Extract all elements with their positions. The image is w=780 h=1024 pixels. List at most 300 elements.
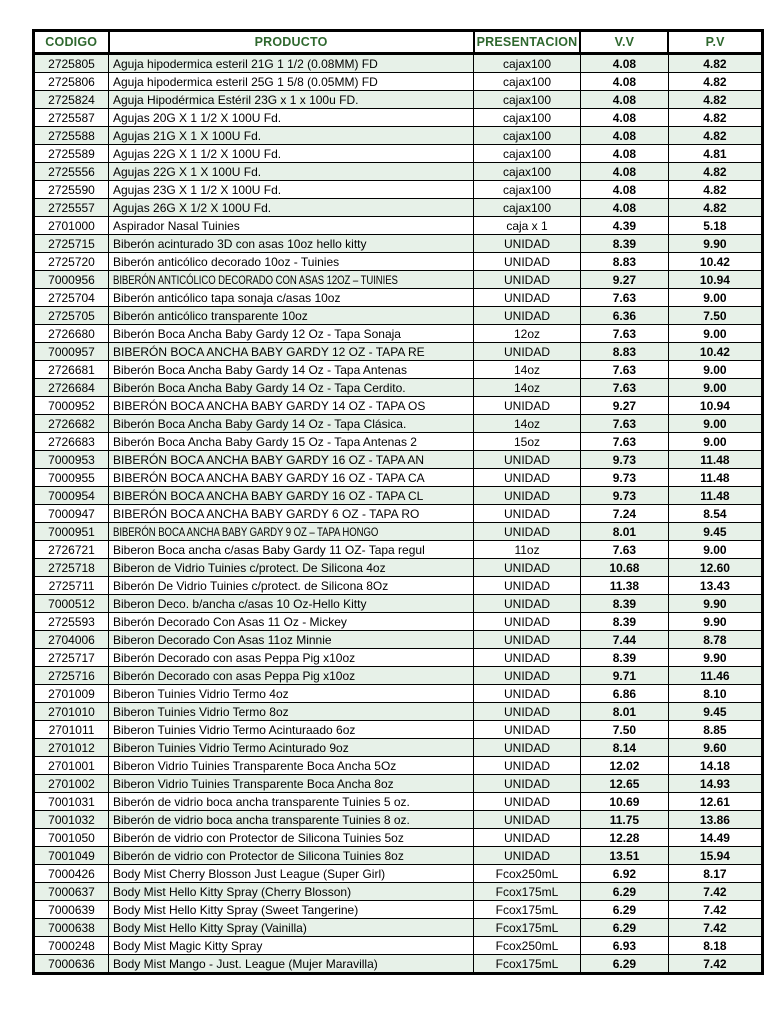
product-name: Biberón anticólico tapa sonaja c/asas 10oz (113, 290, 341, 305)
presentacion-cell: 14oz (474, 361, 581, 379)
presentacion-cell: UNIDAD (474, 469, 581, 487)
codigo-cell: 2726680 (34, 325, 109, 343)
product-name: Biberon Tuinies Vidrio Termo Acinturado 9oz (113, 740, 349, 755)
vv-cell: 6.92 (580, 865, 668, 883)
producto-cell (109, 415, 474, 433)
product-name: BIBERÓN BOCA ANCHA BABY GARDY 12 OZ - TAPA RE (113, 344, 425, 359)
pv-cell: 14.18 (668, 757, 762, 775)
vv-cell: 6.36 (580, 307, 668, 325)
producto-cell (109, 54, 474, 73)
codigo-cell: 2725716 (34, 667, 109, 685)
table-row (34, 829, 763, 847)
producto-cell (109, 811, 474, 829)
codigo-cell: 7000426 (34, 865, 109, 883)
presentacion-cell: UNIDAD (474, 271, 581, 289)
product-name: BIBERÓN BOCA ANCHA BABY GARDY 9 OZ – TAPA HONGO (113, 524, 379, 539)
pv-cell: 9.00 (668, 379, 762, 397)
presentacion-cell: 11oz (474, 541, 581, 559)
pv-cell: 9.90 (668, 613, 762, 631)
product-name: Biberón Decorado con asas Peppa Pig x10oz (113, 668, 356, 683)
presentacion-cell: UNIDAD (474, 811, 581, 829)
product-name: BIBERÓN BOCA ANCHA BABY GARDY 16 OZ - TAPA CA (113, 470, 425, 485)
vv-cell: 7.50 (580, 721, 668, 739)
presentacion-cell: UNIDAD (474, 523, 581, 541)
vv-cell: 8.83 (580, 253, 668, 271)
product-name: Biberon Tuinies Vidrio Termo 8oz (113, 704, 289, 719)
table-row (34, 739, 763, 757)
codigo-cell: 2726681 (34, 361, 109, 379)
codigo-cell: 7000952 (34, 397, 109, 415)
codigo-cell: 2701001 (34, 757, 109, 775)
product-name: Body Mist Mango - Just. League (Mujer Maravilla) (113, 956, 378, 971)
product-name: Aguja hipodermica esteril 21G 1 1/2 (0.08MM) FD (113, 56, 378, 71)
presentacion-cell: UNIDAD (474, 451, 581, 469)
vv-cell: 6.29 (580, 901, 668, 919)
codigo-cell: 7000639 (34, 901, 109, 919)
vv-cell: 8.39 (580, 649, 668, 667)
table-row (34, 343, 763, 361)
pv-cell: 10.94 (668, 397, 762, 415)
product-name: Agujas 22G X 1 X 100U Fd. (113, 164, 262, 179)
producto-cell (109, 631, 474, 649)
product-name: BIBERÓN BOCA ANCHA BABY GARDY 14 OZ - TAPA OS (113, 398, 426, 413)
table-row (34, 199, 763, 217)
producto-cell (109, 937, 474, 955)
pv-cell: 8.17 (668, 865, 762, 883)
producto-cell (109, 955, 474, 974)
codigo-cell: 2725718 (34, 559, 109, 577)
presentacion-cell: UNIDAD (474, 631, 581, 649)
pv-cell: 9.45 (668, 703, 762, 721)
pv-cell: 9.90 (668, 595, 762, 613)
vv-cell: 4.39 (580, 217, 668, 235)
pv-cell: 4.82 (668, 109, 762, 127)
table-row (34, 667, 763, 685)
product-name: Agujas 26G X 1/2 X 100U Fd. (113, 200, 272, 215)
presentacion-cell: UNIDAD (474, 847, 581, 865)
table-row (34, 901, 763, 919)
pv-cell: 9.00 (668, 325, 762, 343)
pv-cell: 4.82 (668, 127, 762, 145)
vv-cell: 7.44 (580, 631, 668, 649)
vv-cell: 7.63 (580, 415, 668, 433)
producto-cell (109, 883, 474, 901)
table-row (34, 559, 763, 577)
table-row (34, 649, 763, 667)
producto-cell (109, 73, 474, 91)
pv-cell: 13.43 (668, 577, 762, 595)
table-row (34, 91, 763, 109)
vv-cell: 8.83 (580, 343, 668, 361)
pv-cell: 13.86 (668, 811, 762, 829)
pv-cell: 8.10 (668, 685, 762, 703)
producto-cell (109, 271, 474, 289)
pv-cell: 9.00 (668, 289, 762, 307)
producto-cell (109, 703, 474, 721)
table-row (34, 451, 763, 469)
codigo-cell: 2701012 (34, 739, 109, 757)
producto-cell (109, 901, 474, 919)
pv-cell: 9.00 (668, 433, 762, 451)
column-header-vv: V.V (580, 31, 668, 54)
vv-cell: 7.63 (580, 289, 668, 307)
table-header (34, 31, 763, 54)
table-row (34, 865, 763, 883)
producto-cell (109, 109, 474, 127)
product-name: Agujas 21G X 1 X 100U Fd. (113, 128, 262, 143)
table-row (34, 595, 763, 613)
pv-cell: 4.82 (668, 181, 762, 199)
product-name: Agujas 22G X 1 1/2 X 100U Fd. (113, 146, 282, 161)
presentacion-cell: UNIDAD (474, 793, 581, 811)
vv-cell: 7.63 (580, 379, 668, 397)
pv-cell: 9.00 (668, 361, 762, 379)
table-row (34, 181, 763, 199)
producto-cell (109, 451, 474, 469)
presentacion-cell: UNIDAD (474, 703, 581, 721)
vv-cell: 4.08 (580, 91, 668, 109)
table-row (34, 145, 763, 163)
producto-cell (109, 217, 474, 235)
codigo-cell: 2701009 (34, 685, 109, 703)
vv-cell: 12.02 (580, 757, 668, 775)
codigo-cell: 2725556 (34, 163, 109, 181)
producto-cell (109, 847, 474, 865)
pv-cell: 4.82 (668, 91, 762, 109)
product-name: Biberón Boca Ancha Baby Gardy 14 Oz - Tapa Antenas (113, 362, 407, 377)
producto-cell (109, 433, 474, 451)
codigo-cell: 2725590 (34, 181, 109, 199)
codigo-cell: 2725715 (34, 235, 109, 253)
product-name: Biberón de vidrio con Protector de Silicona Tuinies 5oz (113, 830, 404, 845)
table-row (34, 433, 763, 451)
table-row (34, 505, 763, 523)
product-name: Biberón Decorado con asas Peppa Pig x10oz (113, 650, 356, 665)
vv-cell: 8.39 (580, 235, 668, 253)
producto-cell (109, 487, 474, 505)
product-name: Biberon Boca ancha c/asas Baby Gardy 11 OZ- Tapa regul (113, 542, 425, 557)
column-header-producto: PRODUCTO (109, 31, 474, 54)
product-name: Biberón de vidrio boca ancha transparente Tuinies 5 oz. (113, 794, 410, 809)
producto-cell (109, 919, 474, 937)
pv-cell: 11.48 (668, 487, 762, 505)
producto-cell (109, 91, 474, 109)
pv-cell: 7.42 (668, 919, 762, 937)
table-row (34, 883, 763, 901)
product-name: Biberon Deco. b/ancha c/asas 10 Oz-Hello Kitty (113, 596, 367, 611)
producto-cell (109, 739, 474, 757)
vv-cell: 6.86 (580, 685, 668, 703)
product-name: BIBERÓN BOCA ANCHA BABY GARDY 16 OZ - TAPA CL (113, 488, 424, 503)
presentacion-cell: UNIDAD (474, 235, 581, 253)
pv-cell: 7.42 (668, 955, 762, 974)
producto-cell (109, 577, 474, 595)
producto-cell (109, 775, 474, 793)
column-header-codigo: CODIGO (34, 31, 109, 54)
presentacion-cell: UNIDAD (474, 721, 581, 739)
producto-cell (109, 127, 474, 145)
vv-cell: 8.39 (580, 613, 668, 631)
vv-cell: 6.29 (580, 883, 668, 901)
product-name: Biberón Boca Ancha Baby Gardy 15 Oz - Tapa Antenas 2 (113, 434, 417, 449)
vv-cell: 9.27 (580, 271, 668, 289)
codigo-cell: 2725587 (34, 109, 109, 127)
presentacion-cell: UNIDAD (474, 649, 581, 667)
table-row (34, 235, 763, 253)
pv-cell: 8.85 (668, 721, 762, 739)
pv-cell: 4.82 (668, 163, 762, 181)
pv-cell: 10.94 (668, 271, 762, 289)
codigo-cell: 2725720 (34, 253, 109, 271)
table-row (34, 721, 763, 739)
vv-cell: 7.63 (580, 433, 668, 451)
codigo-cell: 7001049 (34, 847, 109, 865)
codigo-cell: 7000512 (34, 595, 109, 613)
product-name: BIBERÓN BOCA ANCHA BABY GARDY 6 OZ - TAPA RO (113, 506, 420, 521)
presentacion-cell: UNIDAD (474, 343, 581, 361)
product-name: Biberón Boca Ancha Baby Gardy 12 Oz - Tapa Sonaja (113, 326, 401, 341)
product-name: Body Mist Cherry Blosson Just League (Super Girl) (113, 866, 386, 881)
pv-cell: 9.60 (668, 739, 762, 757)
product-name: Agujas 23G X 1 1/2 X 100U Fd. (113, 182, 282, 197)
vv-cell: 8.39 (580, 595, 668, 613)
table-row (34, 217, 763, 235)
pv-cell: 9.45 (668, 523, 762, 541)
column-header-presentacion: PRESENTACION (474, 31, 581, 54)
product-name: Aguja Hipodérmica Estéril 23G x 1 x 100u FD. (113, 92, 359, 107)
vv-cell: 7.63 (580, 361, 668, 379)
pv-cell: 9.00 (668, 541, 762, 559)
pv-cell: 7.50 (668, 307, 762, 325)
product-name: Agujas 20G X 1 1/2 X 100U Fd. (113, 110, 282, 125)
presentacion-cell: UNIDAD (474, 613, 581, 631)
product-name: Biberon Vidrio Tuinies Transparente Boca Ancha 5Oz (113, 758, 397, 773)
vv-cell: 12.65 (580, 775, 668, 793)
vv-cell: 8.14 (580, 739, 668, 757)
pv-cell: 8.78 (668, 631, 762, 649)
vv-cell: 4.08 (580, 181, 668, 199)
vv-cell: 4.08 (580, 199, 668, 217)
codigo-cell: 7001032 (34, 811, 109, 829)
pv-cell: 4.82 (668, 199, 762, 217)
producto-cell (109, 721, 474, 739)
codigo-cell: 2701010 (34, 703, 109, 721)
producto-cell (109, 325, 474, 343)
product-name: Aspirador Nasal Tuinies (113, 218, 240, 233)
pv-cell: 5.18 (668, 217, 762, 235)
vv-cell: 8.01 (580, 703, 668, 721)
codigo-cell: 2725806 (34, 73, 109, 91)
producto-cell (109, 667, 474, 685)
product-name: Biberon Tuinies Vidrio Termo Acinturaado 6oz (113, 722, 356, 737)
codigo-cell: 2701002 (34, 775, 109, 793)
product-name: Aguja hipodermica esteril 25G 1 5/8 (0.05MM) FD (113, 74, 378, 89)
table-row (34, 253, 763, 271)
presentacion-cell: UNIDAD (474, 577, 581, 595)
presentacion-cell: UNIDAD (474, 685, 581, 703)
presentacion-cell: UNIDAD (474, 829, 581, 847)
table-row (34, 307, 763, 325)
vv-cell: 4.08 (580, 54, 668, 73)
table-row (34, 937, 763, 955)
presentacion-cell: UNIDAD (474, 739, 581, 757)
pv-cell: 7.42 (668, 901, 762, 919)
table-row (34, 289, 763, 307)
presentacion-cell: cajax100 (474, 145, 581, 163)
vv-cell: 12.28 (580, 829, 668, 847)
vv-cell: 9.73 (580, 487, 668, 505)
table-row (34, 487, 763, 505)
table-row (34, 109, 763, 127)
producto-cell (109, 595, 474, 613)
producto-cell (109, 235, 474, 253)
producto-cell (109, 145, 474, 163)
producto-cell (109, 523, 474, 541)
table-row (34, 163, 763, 181)
presentacion-cell: UNIDAD (474, 289, 581, 307)
codigo-cell: 7000951 (34, 523, 109, 541)
table-row (34, 775, 763, 793)
codigo-cell: 2725717 (34, 649, 109, 667)
presentacion-cell: cajax100 (474, 199, 581, 217)
column-header-pv: P.V (668, 31, 762, 54)
presentacion-cell: UNIDAD (474, 757, 581, 775)
table-row (34, 631, 763, 649)
vv-cell: 7.63 (580, 541, 668, 559)
table-row (34, 127, 763, 145)
codigo-cell: 2726682 (34, 415, 109, 433)
pv-cell: 8.54 (668, 505, 762, 523)
codigo-cell: 7000638 (34, 919, 109, 937)
vv-cell: 9.27 (580, 397, 668, 415)
pv-cell: 11.46 (668, 667, 762, 685)
codigo-cell: 2725704 (34, 289, 109, 307)
pv-cell: 4.81 (668, 145, 762, 163)
producto-cell (109, 649, 474, 667)
presentacion-cell: caja x 1 (474, 217, 581, 235)
presentacion-cell: UNIDAD (474, 397, 581, 415)
product-name: BIBERÓN ANTICÓLICO DECORADO CON ASAS 12OZ – TUINIES (113, 272, 398, 287)
codigo-cell: 2725824 (34, 91, 109, 109)
presentacion-cell: Fcox250mL (474, 937, 581, 955)
product-name: Biberon Decorado Con Asas 11oz Minnie (113, 632, 332, 647)
vv-cell: 4.08 (580, 73, 668, 91)
product-name: Biberón anticólico transparente 10oz (113, 308, 308, 323)
producto-cell (109, 343, 474, 361)
presentacion-cell: 14oz (474, 415, 581, 433)
table-row (34, 919, 763, 937)
product-name: Biberón Boca Ancha Baby Gardy 14 Oz - Tapa Cerdito. (113, 380, 406, 395)
product-name: Body Mist Hello Kitty Spray (Cherry Blosson) (113, 884, 352, 899)
product-name: Biberón anticólico decorado 10oz - Tuinies (113, 254, 340, 269)
table-row (34, 541, 763, 559)
codigo-cell: 2725588 (34, 127, 109, 145)
producto-cell (109, 253, 474, 271)
table-row (34, 73, 763, 91)
presentacion-cell: cajax100 (474, 181, 581, 199)
table-row (34, 613, 763, 631)
table-row (34, 847, 763, 865)
presentacion-cell: UNIDAD (474, 307, 581, 325)
table-row (34, 397, 763, 415)
producto-cell (109, 397, 474, 415)
codigo-cell: 2725589 (34, 145, 109, 163)
vv-cell: 9.71 (580, 667, 668, 685)
pv-cell: 8.18 (668, 937, 762, 955)
table-row (34, 703, 763, 721)
product-name: Biberón Decorado Con Asas 11 Oz - Mickey (113, 614, 347, 629)
presentacion-cell: UNIDAD (474, 487, 581, 505)
pv-cell: 10.42 (668, 343, 762, 361)
presentacion-cell: UNIDAD (474, 505, 581, 523)
codigo-cell: 7001031 (34, 793, 109, 811)
pv-cell: 14.49 (668, 829, 762, 847)
presentacion-cell: cajax100 (474, 91, 581, 109)
codigo-cell: 2726683 (34, 433, 109, 451)
vv-cell: 6.93 (580, 937, 668, 955)
product-name: Biberón De Vidrio Tuinies c/protect. de Silicona 8Oz (113, 578, 389, 593)
producto-cell (109, 757, 474, 775)
pv-cell: 11.48 (668, 469, 762, 487)
table-row (34, 379, 763, 397)
table-row (34, 271, 763, 289)
table-body (34, 54, 763, 974)
product-name: Biberón acinturado 3D con asas 10oz hello kitty (113, 236, 367, 251)
presentacion-cell: Fcox175mL (474, 919, 581, 937)
vv-cell: 10.68 (580, 559, 668, 577)
pv-cell: 12.61 (668, 793, 762, 811)
table-row (34, 577, 763, 595)
producto-cell (109, 361, 474, 379)
header-row (34, 31, 763, 54)
vv-cell: 9.73 (580, 451, 668, 469)
codigo-cell: 2725711 (34, 577, 109, 595)
pv-cell: 14.93 (668, 775, 762, 793)
codigo-cell: 7000947 (34, 505, 109, 523)
producto-cell (109, 865, 474, 883)
presentacion-cell: Fcox175mL (474, 901, 581, 919)
table-row (34, 793, 763, 811)
codigo-cell: 2701011 (34, 721, 109, 739)
pv-cell: 10.42 (668, 253, 762, 271)
presentacion-cell: cajax100 (474, 127, 581, 145)
producto-cell (109, 307, 474, 325)
presentacion-cell: Fcox175mL (474, 883, 581, 901)
codigo-cell: 7000957 (34, 343, 109, 361)
presentacion-cell: cajax100 (474, 73, 581, 91)
vv-cell: 10.69 (580, 793, 668, 811)
codigo-cell: 2704006 (34, 631, 109, 649)
codigo-cell: 2725593 (34, 613, 109, 631)
codigo-cell: 7000637 (34, 883, 109, 901)
producto-cell (109, 379, 474, 397)
product-name: Body Mist Magic Kitty Spray (113, 938, 263, 953)
pv-cell: 9.00 (668, 415, 762, 433)
pv-cell: 4.82 (668, 54, 762, 73)
table-row (34, 415, 763, 433)
presentacion-cell: cajax100 (474, 109, 581, 127)
table-row (34, 955, 763, 974)
presentacion-cell: Fcox250mL (474, 865, 581, 883)
vv-cell: 13.51 (580, 847, 668, 865)
codigo-cell: 7000956 (34, 271, 109, 289)
producto-cell (109, 469, 474, 487)
vv-cell: 4.08 (580, 163, 668, 181)
product-name: Biberón Boca Ancha Baby Gardy 14 Oz - Tapa Clásica. (113, 416, 407, 431)
presentacion-cell: 12oz (474, 325, 581, 343)
product-name: Biberon de Vidrio Tuinies c/protect. De Silicona 4oz (113, 560, 386, 575)
pv-cell: 12.60 (668, 559, 762, 577)
